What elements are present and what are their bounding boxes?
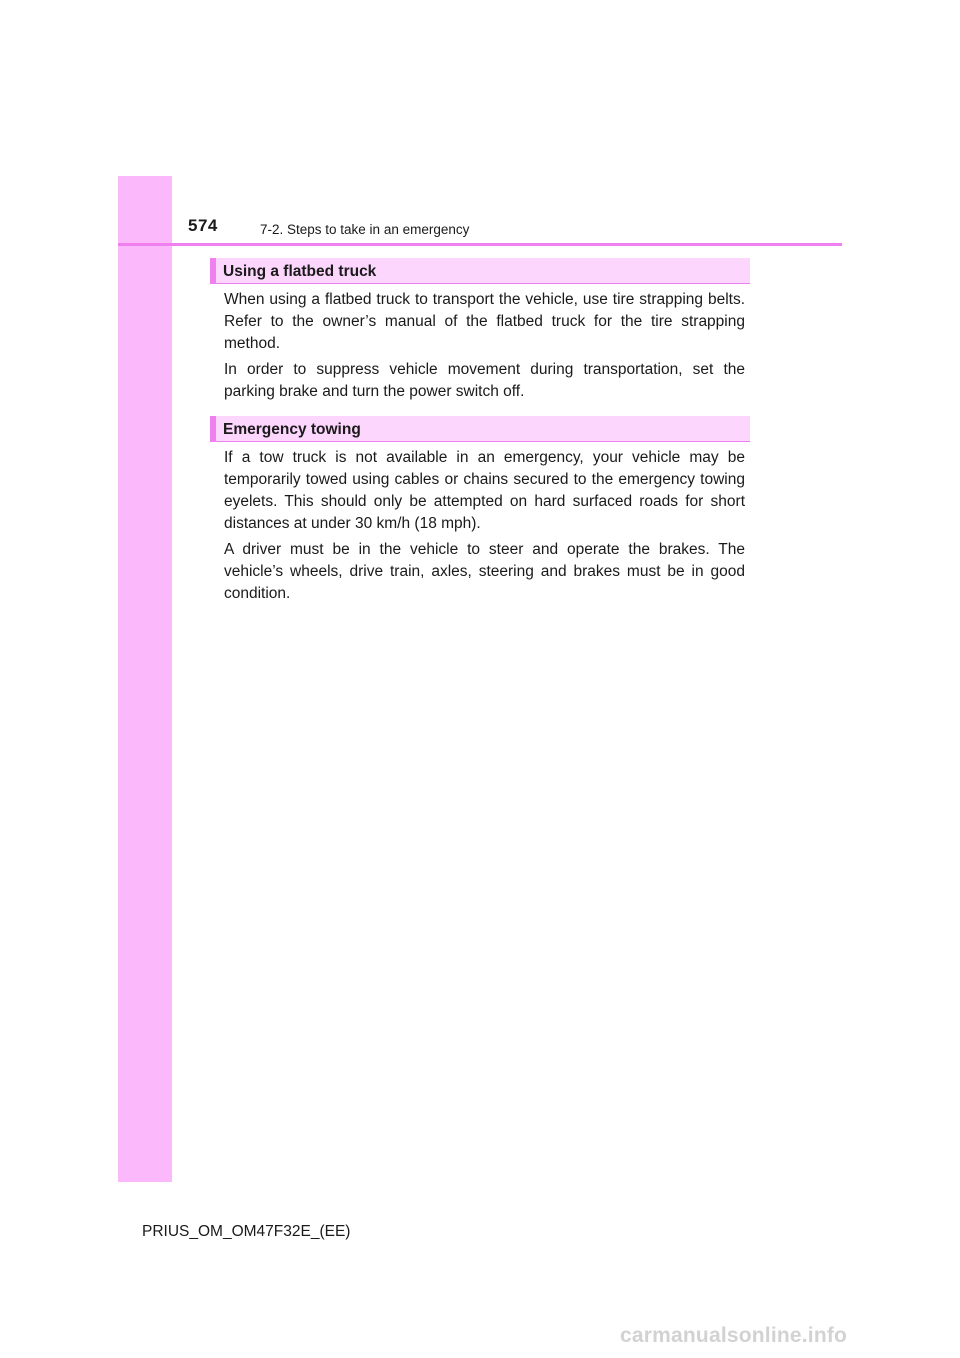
header-rule — [118, 243, 842, 246]
section-heading-label: Emergency towing — [223, 421, 361, 438]
paragraph: In order to suppress vehicle movement during transportation, set the parking brake and turn the power switch off. — [224, 361, 745, 400]
section-title: 7-2. Steps to take in an emergency — [260, 222, 470, 237]
section-heading-label: Using a flatbed truck — [223, 263, 377, 280]
page-number: 574 — [188, 216, 218, 235]
section-heading-emergency-towing — [210, 416, 750, 442]
document-code: PRIUS_OM_OM47F32E_(EE) — [142, 1223, 351, 1240]
paragraph: When using a flatbed truck to transport the vehicle, use tire strapping belts. Refer to the owner’s manual of the flatbed truck for the tire strapping method. — [224, 291, 745, 352]
paragraph: A driver must be in the vehicle to steer and operate the brakes. The vehicle’s wheels, drive train, axles, steering and brakes must be in good condition. — [224, 541, 745, 602]
paragraph: If a tow truck is not available in an emergency, your vehicle may be temporarily towed using cables or chains secured to the emergency towing eyelets. This should only be attempted on hard surfaced roads for short distances at under 30 km/h (18 mph). — [224, 449, 745, 532]
section-heading-flatbed — [210, 258, 750, 284]
chapter-side-tab — [118, 176, 172, 1182]
watermark: carmanualsonline.info — [620, 1324, 848, 1347]
